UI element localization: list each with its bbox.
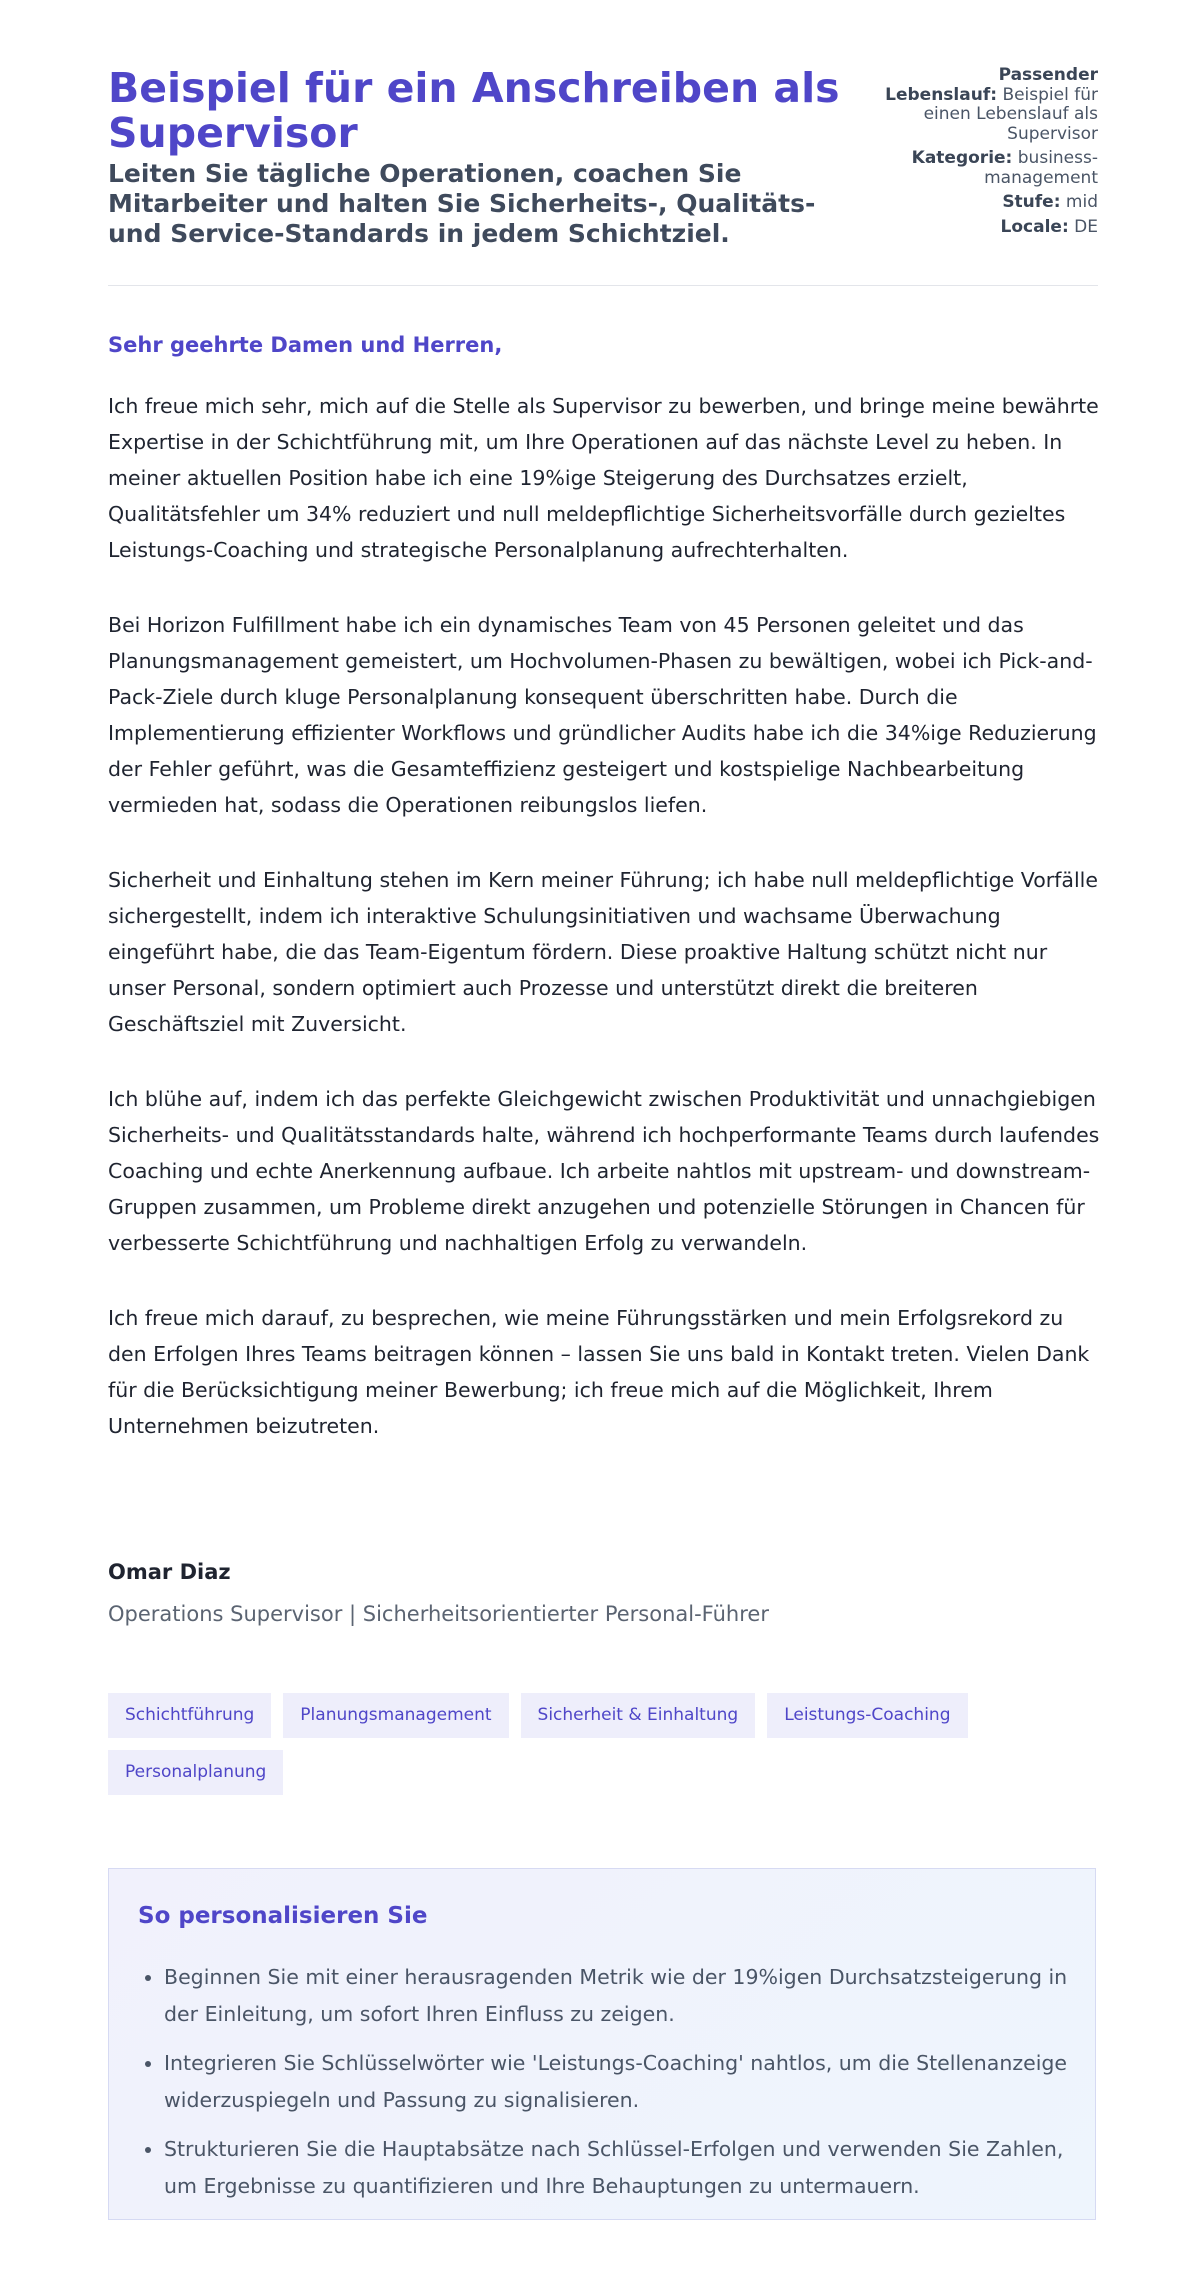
- tips-list-item: • Strukturieren Sie die Hauptabsätze nach Schlüssel-Erfolgen und verwenden Sie Zahlen, um Ergebnisse zu quantifizieren und Ihre Behauptungen zu untermauern.: [164, 2131, 1084, 2205]
- signature-name: Omar Diaz: [108, 1560, 231, 1584]
- letter-paragraph: Bei Horizon Fulfillment habe ich ein dynamisches Team von 45 Personen geleitet und das Planungsmanagement gemeistert, um Hochvolumen-Phasen zu bewältigen, wobei ich Pick-and-Pack-Ziele durch kluge Personalplanung konsequent überschritten habe. Durch die Implementierung effizienter Workflows und gründlicher Audits habe ich die 34%ige Reduzierung der Fehler geführt, was die Gesamteffizienz gesteigert und kostspielige Nachbearbeitung vermieden hat, sodass die Operationen reibungslos liefen.: [108, 613, 1097, 817]
- tips-list: [138, 1959, 1084, 2217]
- letter-paragraph: Ich blühe auf, indem ich das perfekte Gleichgewicht zwischen Produktivität und unnachgiebigen Sicherheits- und Qualitätsstandards halte, während ich hochperformante Teams durch laufendes Coaching und echte Anerkennung aufbaue. Ich arbeite nahtlos mit upstream- und downstream-Gruppen zusammen, um Probleme direkt anzugehen und potenzielle Störungen in Chancen für verbesserte Schichtführung und nachhaltigen Erfolg zu verwandeln.: [108, 1087, 1100, 1255]
- page-header: [108, 0, 1098, 286]
- tips-list-item: • Integrieren Sie Schlüsselwörter wie 'Leistungs-Coaching' nahtlos, um die Stellenanzeige widerzuspiegeln und Passung zu signalisieren.: [164, 2045, 1084, 2119]
- content-column: [108, 0, 1100, 2198]
- page-subtitle: Leiten Sie tägliche Operationen, coachen Sie Mitarbeiter und halten Sie Sicherheits-, Qualitäts- und Service-Standards in jedem Schichtziel.: [108, 159, 816, 248]
- meta-category: [868, 149, 1098, 188]
- letter-paragraph: Sicherheit und Einhaltung stehen im Kern meiner Führung; ich habe null meldepflichtige Vorfälle sichergestellt, indem ich interaktive Schulungsinitiativen und wachsame Überwachung eingeführt habe, die das Team-Eigentum fördern. Diese proaktive Haltung schützt nicht nur unser Personal, sondern optimiert auch Prozesse und unterstützt direkt die breiteren Geschäftsziel mit Zuversicht.: [108, 868, 1098, 1036]
- meta-heading: Passender: [998, 65, 1098, 85]
- tips-list-item: • Beginnen Sie mit einer herausragenden Metrik wie der 19%igen Durchsatzsteigerung in der Einleitung, um sofort Ihren Einfluss zu zeigen.: [164, 1959, 1084, 2033]
- tips-title: So personalisieren Sie: [138, 1903, 428, 1929]
- meta-category-value: business-management: [984, 148, 1098, 188]
- personalize-tips-box: [108, 1868, 1096, 2220]
- meta-locale-value: DE: [1074, 216, 1098, 237]
- meta-locale-label: Locale:: [1000, 216, 1069, 237]
- skill-tag: Planungsmanagement: [283, 1693, 508, 1738]
- meta-resume-label: Lebenslauf:: [885, 84, 998, 105]
- letter-salutation: Sehr geehrte Damen und Herren,: [108, 333, 503, 357]
- meta-locale: [868, 218, 1098, 238]
- letter-paragraph: Ich freue mich sehr, mich auf die Stelle als Supervisor zu bewerben, und bringe meine bewährte Expertise in der Schichtführung mit, um Ihre Operationen auf das nächste Level zu heben. In meiner aktuellen Position habe ich eine 19%ige Steigerung des Durchsatzes erzielt, Qualitätsfehler um 34% reduziert und null meldepflichtige Sicherheitsvorfälle durch gezieltes Leistungs-Coaching und strategische Personalplanung aufrechterhalten.: [108, 394, 1099, 562]
- page-title: Beispiel für ein Anschreiben als Supervisor: [108, 64, 840, 157]
- meta-category-label: Kategorie:: [911, 148, 1013, 168]
- skill-tag: Schichtführung: [108, 1693, 271, 1738]
- skill-tag: Personalplanung: [108, 1750, 283, 1795]
- letter-body: [108, 388, 1103, 1483]
- skill-tag: Sicherheit & Einhaltung: [521, 1693, 756, 1738]
- letter-paragraph: Ich freue mich darauf, zu besprechen, wie meine Führungsstärken und mein Erfolgsrekord zu den Erfolgen Ihres Teams beitragen können – lassen Sie uns bald in Kontakt treten. Vielen Dank für die Berücksichtigung meiner Bewerbung; ich freue mich auf die Möglichkeit, Ihrem Unternehmen beizutreten.: [108, 1306, 1090, 1438]
- skill-tags: [108, 1693, 1098, 1795]
- meta-level-label: Stufe:: [1002, 192, 1061, 212]
- meta-level-value: mid: [1065, 192, 1098, 212]
- skill-tag: Leistungs-Coaching: [767, 1693, 967, 1738]
- meta-level: [868, 193, 1098, 213]
- meta-panel: [868, 66, 1098, 242]
- signature-title: Operations Supervisor | Sicherheitsorientierter Personal-Führer: [108, 1602, 769, 1626]
- meta-resume-value[interactable]: Beispiel für einen Lebenslauf als Supervisor: [923, 84, 1098, 144]
- meta-resume: [868, 66, 1098, 144]
